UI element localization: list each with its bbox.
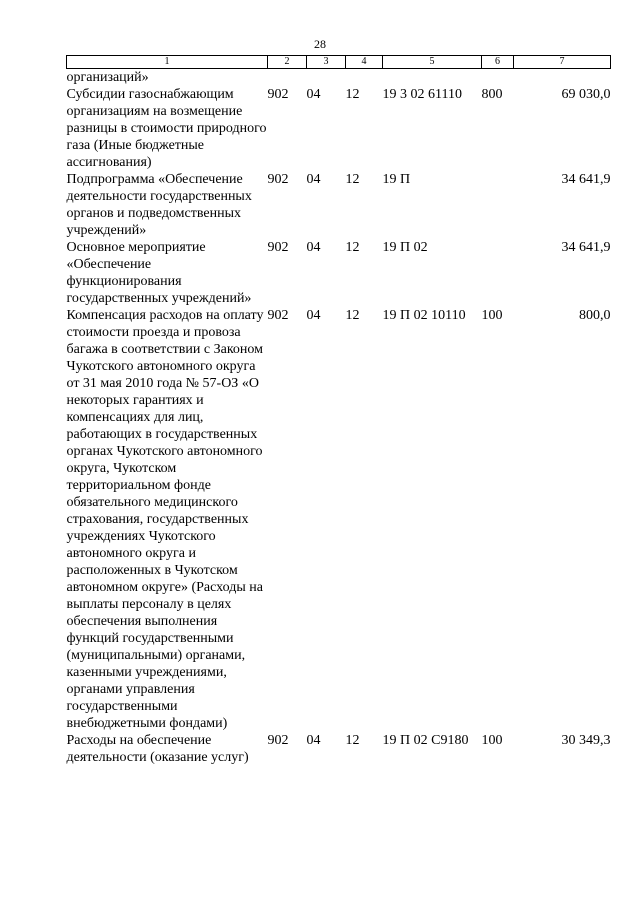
row-ministry-code [268,69,307,87]
row-amount: 69 030,0 [561,87,611,102]
header-col-5: 5 [383,56,482,69]
table-row [67,239,611,307]
header-col-4: 4 [346,56,383,69]
row-section-code: 04 [306,240,321,255]
row-subsection-code: 12 [345,308,360,323]
row-expense-type [482,69,514,87]
row-name: Компенсация расходов на оплату стоимости проезда и провоза багажа в соответствии с Законом Чукотского автономного округа от 31 мая 2010 года № 57-ОЗ «О некоторых гарантиях и компенсациях для лиц, работающих в государственных органах Чукотского автономного округа, Чукотском территориальном фонде обязательного медицинского страхования, государственных учреждениях Чукотского автономного округа и расположенных в Чукотском автономном округе» (Расходы на выплаты персоналу в целях обеспечения выполнения функций государственными (муниципальными) органами, казенными учреждениями, органами управления государственными внебюджетными фондами) [66,308,264,731]
row-section-code [307,69,346,87]
row-expense-type [482,171,514,239]
row-ministry-code: 902 [267,240,289,255]
row-name: Основное мероприятие «Обеспечение функционирования государственных учреждений» [66,240,252,306]
row-target-code: 19 П 02 С9180 [382,733,469,748]
header-col-6: 6 [482,56,514,69]
table-row [67,69,611,87]
row-section-code: 04 [306,172,321,187]
table-row [67,732,611,766]
table-header-row [67,56,611,69]
row-ministry-code: 902 [267,733,289,748]
row-name: Субсидии газоснабжающим организациям на возмещение разницы в стоимости природного газа (Иные бюджетные ассигнования) [66,87,267,170]
row-expense-type: 800 [481,87,503,102]
row-subsection-code [346,69,383,87]
row-ministry-code: 902 [267,308,289,323]
table-row [67,86,611,171]
row-expense-type: 100 [481,308,503,323]
row-expense-type [482,239,514,307]
row-name: Подпрограмма «Обеспечение деятельности государственных органов и подведомственных учреждений» [66,172,252,238]
row-ministry-code: 902 [267,172,289,187]
row-target-code: 19 3 02 61110 [382,87,462,102]
row-name: Расходы на обеспечение деятельности (оказание услуг) [66,733,249,765]
row-expense-type: 100 [481,733,503,748]
row-amount [514,69,611,87]
header-col-3: 3 [307,56,346,69]
row-subsection-code: 12 [345,172,360,187]
header-col-7: 7 [514,56,611,69]
page-number: 28 [314,37,326,51]
header-col-1: 1 [67,56,268,69]
row-target-code [383,69,482,87]
row-amount: 34 641,9 [561,172,611,187]
row-ministry-code: 902 [267,87,289,102]
row-amount: 800,0 [579,308,611,323]
row-subsection-code: 12 [345,733,360,748]
row-amount: 34 641,9 [561,240,611,255]
budget-table [66,55,611,766]
row-target-code: 19 П 02 [382,240,428,255]
table-row [67,307,611,732]
row-subsection-code: 12 [345,240,360,255]
row-name: организаций» [66,70,149,85]
row-subsection-code: 12 [345,87,360,102]
table-row [67,171,611,239]
row-target-code: 19 П 02 10110 [382,308,466,323]
header-col-2: 2 [268,56,307,69]
row-section-code: 04 [306,87,321,102]
row-target-code: 19 П [382,172,411,187]
row-section-code: 04 [306,308,321,323]
row-amount: 30 349,3 [561,733,611,748]
row-section-code: 04 [306,733,321,748]
